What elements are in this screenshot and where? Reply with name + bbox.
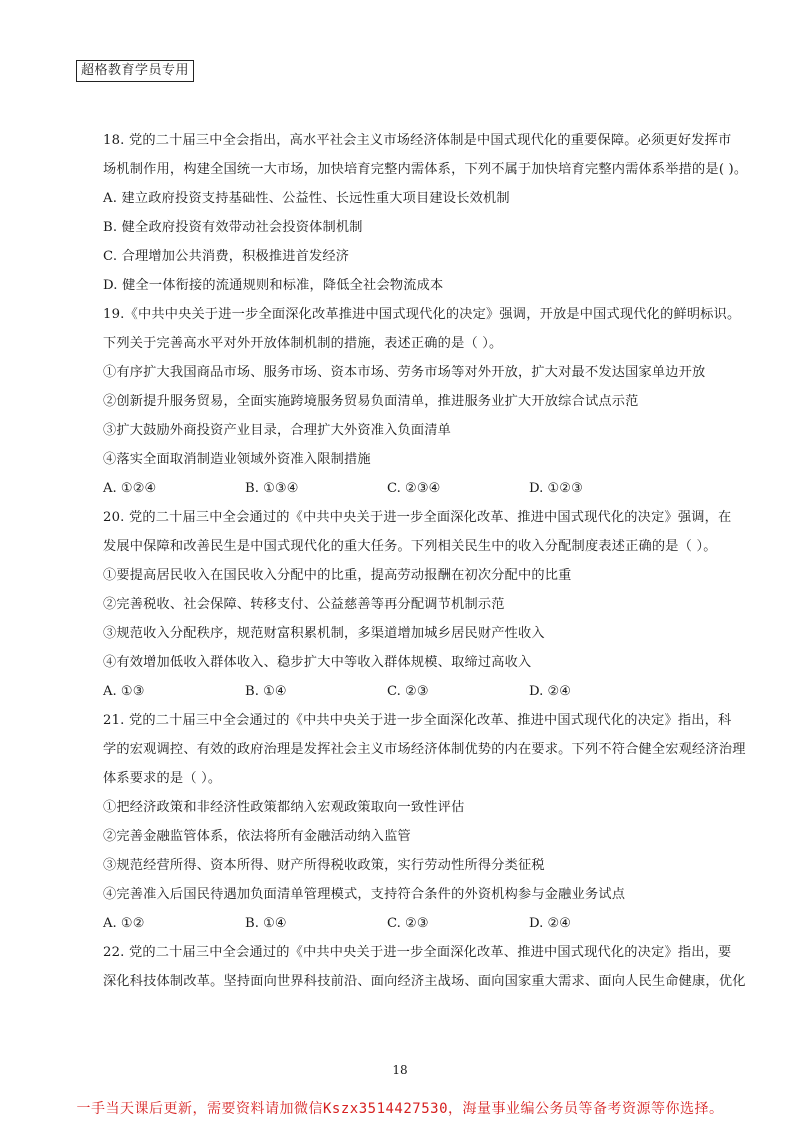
question-option: C. 合理增加公共消费，积极推进首发经济 <box>103 249 350 264</box>
footer-notice: 一手当天课后更新，需要资料请加微信Kszx3514427530，海量事业编公务员等备考资源等你选择。 <box>76 1101 724 1117</box>
question-stem-line: 下列关于完善高水平对外开放体制机制的措施，表述正确的是（ ）。 <box>103 336 503 351</box>
answer-choice: A. ①③ <box>103 684 145 699</box>
question-stem-line: 学的宏观调控、有效的政府治理是发挥社会主义市场经济体制优势的内在要求。下列不符合健全宏观经济治理 <box>103 742 746 757</box>
answer-choice: C. ②③ <box>387 684 429 699</box>
question-block <box>103 938 746 996</box>
question-option: ④有效增加低收入群体收入、稳步扩大中等收入群体规模、取缔过高收入 <box>103 655 532 670</box>
answer-choices <box>103 474 715 503</box>
question-block <box>103 300 741 503</box>
question-stem-line: 深化科技体制改革。坚持面向世界科技前沿、面向经济主战场、面向国家重大需求、面向人民生命健康，优化 <box>103 974 746 989</box>
question-option: ①有序扩大我国商品市场、服务市场、资本市场、劳务市场等对外开放，扩大对最不发达国家单边开放 <box>103 365 706 380</box>
question-option: ②创新提升服务贸易，全面实施跨境服务贸易负面清单，推进服务业扩大开放综合试点示范 <box>103 394 639 409</box>
answer-choice: A. ①②④ <box>103 481 157 496</box>
question-option: ①要提高居民收入在国民收入分配中的比重，提高劳动报酬在初次分配中的比重 <box>103 568 572 583</box>
question-option: ③规范收入分配秩序，规范财富积累机制，多渠道增加城乡居民财产性收入 <box>103 626 545 641</box>
question-stem-line: 发展中保障和改善民生是中国式现代化的重大任务。下列相关民生中的收入分配制度表述正确的是（ ）。 <box>103 539 717 554</box>
answer-choice: B. ①③④ <box>245 481 299 496</box>
question-option: ③规范经营所得、资本所得、财产所得税收政策，实行劳动性所得分类征税 <box>103 858 545 873</box>
answer-choice: A. ①② <box>103 916 145 931</box>
answer-choice: D. ②④ <box>529 916 572 931</box>
question-stem-line: 19.《中共中央关于进一步全面深化改革推进中国式现代化的决定》强调，开放是中国式现代化的鲜明标识。 <box>103 307 741 322</box>
header-tag: 超格教育学员专用 <box>76 60 194 82</box>
question-stem-line: 22. 党的二十届三中全会通过的《中共中央关于进一步全面深化改革、推进中国式现代化的决定》指出，要 <box>103 945 732 960</box>
question-block <box>103 126 748 300</box>
question-stem-line: 20. 党的二十届三中全会通过的《中共中央关于进一步全面深化改革、推进中国式现代化的决定》强调，在 <box>103 510 732 525</box>
question-stem-line: 21. 党的二十届三中全会通过的《中共中央关于进一步全面深化改革、推进中国式现代化的决定》指出，科 <box>103 713 732 728</box>
question-option: ②完善金融监管体系，依法将所有金融活动纳入监管 <box>103 829 411 844</box>
answer-choice: C. ②③ <box>387 916 429 931</box>
answer-choice: D. ①②③ <box>529 481 583 496</box>
answer-choice: B. ①④ <box>245 684 287 699</box>
question-option: B. 健全政府投资有效带动社会投资体制机制 <box>103 220 363 235</box>
question-option: ④完善准入后国民待遇加负面清单管理模式，支持符合条件的外资机构参与金融业务试点 <box>103 887 626 902</box>
question-list <box>103 126 748 996</box>
page-number: 18 <box>392 1063 408 1077</box>
question-stem-line: 18. 党的二十届三中全会指出，高水平社会主义市场经济体制是中国式现代化的重要保障。必须更好发挥市 <box>103 133 732 148</box>
question-option: ④落实全面取消制造业领域外资准入限制措施 <box>103 452 371 467</box>
question-block <box>103 503 732 706</box>
question-stem-line: 场机制作用，构建全国统一大市场，加快培育完整内需体系，下列不属于加快培育完整内需体系举措的是( )。 <box>103 162 748 177</box>
answer-choices <box>103 909 715 938</box>
question-block <box>103 706 746 938</box>
answer-choice: B. ①④ <box>245 916 287 931</box>
question-stem-line: 体系要求的是（ ）。 <box>103 771 222 786</box>
question-option: ①把经济政策和非经济性政策都纳入宏观政策取向一致性评估 <box>103 800 465 815</box>
question-option: D. 健全一体衔接的流通规则和标准，降低全社会物流成本 <box>103 278 444 293</box>
answer-choices <box>103 677 715 706</box>
question-option: ②完善税收、社会保障、转移支付、公益慈善等再分配调节机制示范 <box>103 597 505 612</box>
question-option: A. 建立政府投资支持基础性、公益性、长远性重大项目建设长效机制 <box>103 191 510 206</box>
question-option: ③扩大鼓励外商投资产业目录，合理扩大外资准入负面清单 <box>103 423 452 438</box>
answer-choice: D. ②④ <box>529 684 572 699</box>
answer-choice: C. ②③④ <box>387 481 441 496</box>
